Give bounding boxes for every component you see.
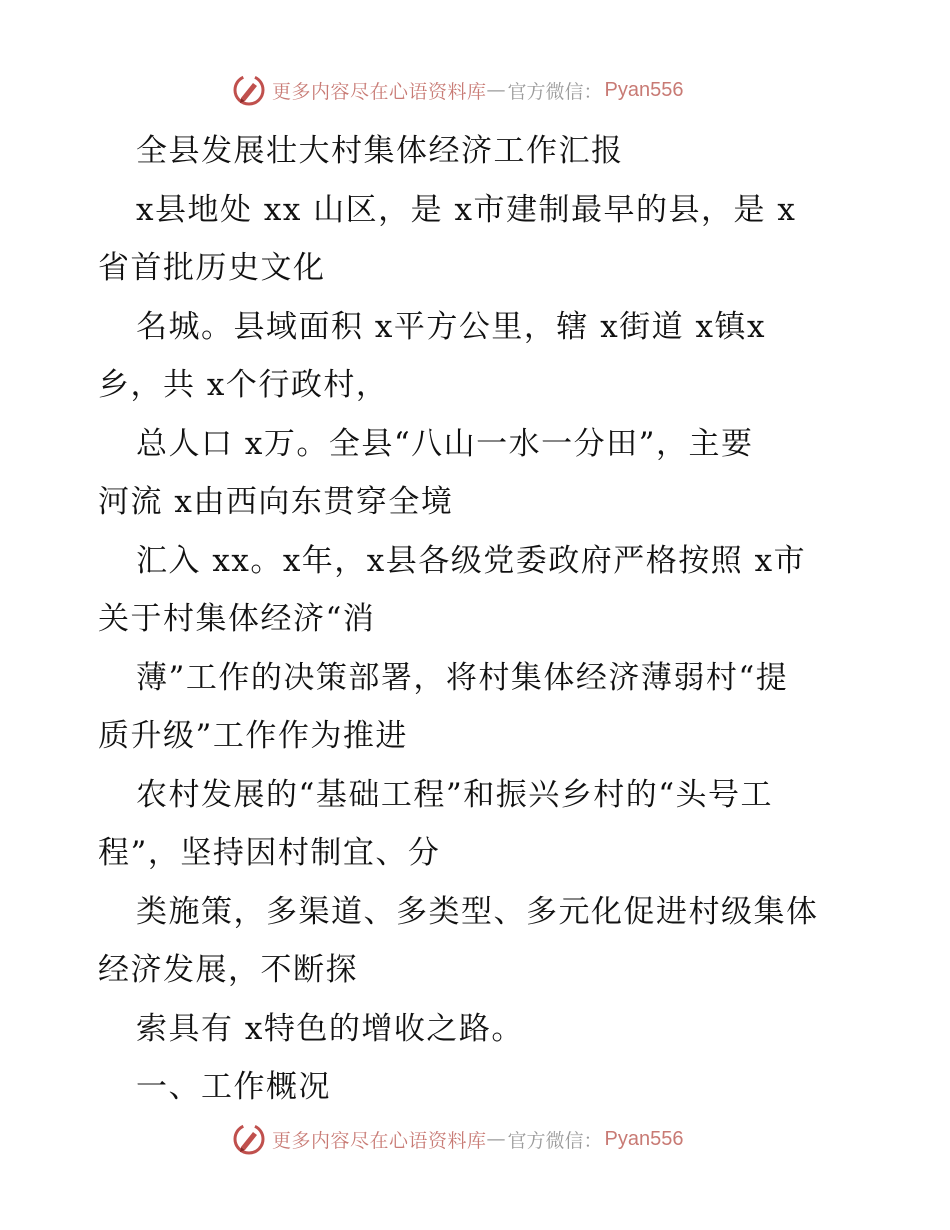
watermark-wechat-id: Pyan556 [604,1127,684,1150]
text-line: 程”，坚持因村制宜、分 [98,835,441,871]
pen-logo-icon [232,73,266,107]
footer-watermark [232,1121,684,1157]
text-line: 汇入 xx。x年，x县各级党委政府严格按照 x市 [136,542,807,579]
watermark-wechat-id: Pyan556 [604,78,684,101]
watermark-text: 更多内容尽在心语资料库 [272,1129,487,1152]
watermark-wechat-label: 官方微信： [507,80,603,103]
text-line: 农村发展的“基础工程”和振兴乡村的“头号工 [136,776,774,813]
text-line: 类施策，多渠道、多类型、多元化促进村级集体 [136,893,819,930]
text-line: 总人口 x万。全县“八山一水一分田”，主要 [136,425,754,462]
watermark-separator: — [486,79,506,101]
text-line: 河流 x由西向东贯穿全境 [98,484,454,520]
watermark-wechat-label: 官方微信： [507,1129,603,1152]
header-watermark [232,72,684,108]
pen-logo-icon [232,1122,266,1156]
text-line: 名城。县域面积 x平方公里，辖 x街道 x镇x [136,308,766,345]
watermark-separator: — [486,1128,506,1150]
watermark-text: 更多内容尽在心语资料库 [272,80,487,103]
text-line: 薄”工作的决策部署，将村集体经济薄弱村“提 [136,659,789,696]
text-line: 关于村集体经济“消 [98,601,376,637]
text-line: 索具有 x特色的增收之路。 [136,1010,524,1047]
text-line: 经济发展，不断探 [98,952,358,988]
text-line: 省首批历史文化 [98,250,326,286]
text-line: 质升级”工作作为推进 [98,718,408,754]
text-line: x县地处 xx 山区，是 x市建制最早的县，是 x [136,191,797,228]
section-heading: 一、工作概况 [136,1069,331,1105]
document-body [98,122,858,1117]
text-line: 乡，共 x个行政村， [98,367,389,403]
document-title: 全县发展壮大村集体经济工作汇报 [136,133,624,169]
